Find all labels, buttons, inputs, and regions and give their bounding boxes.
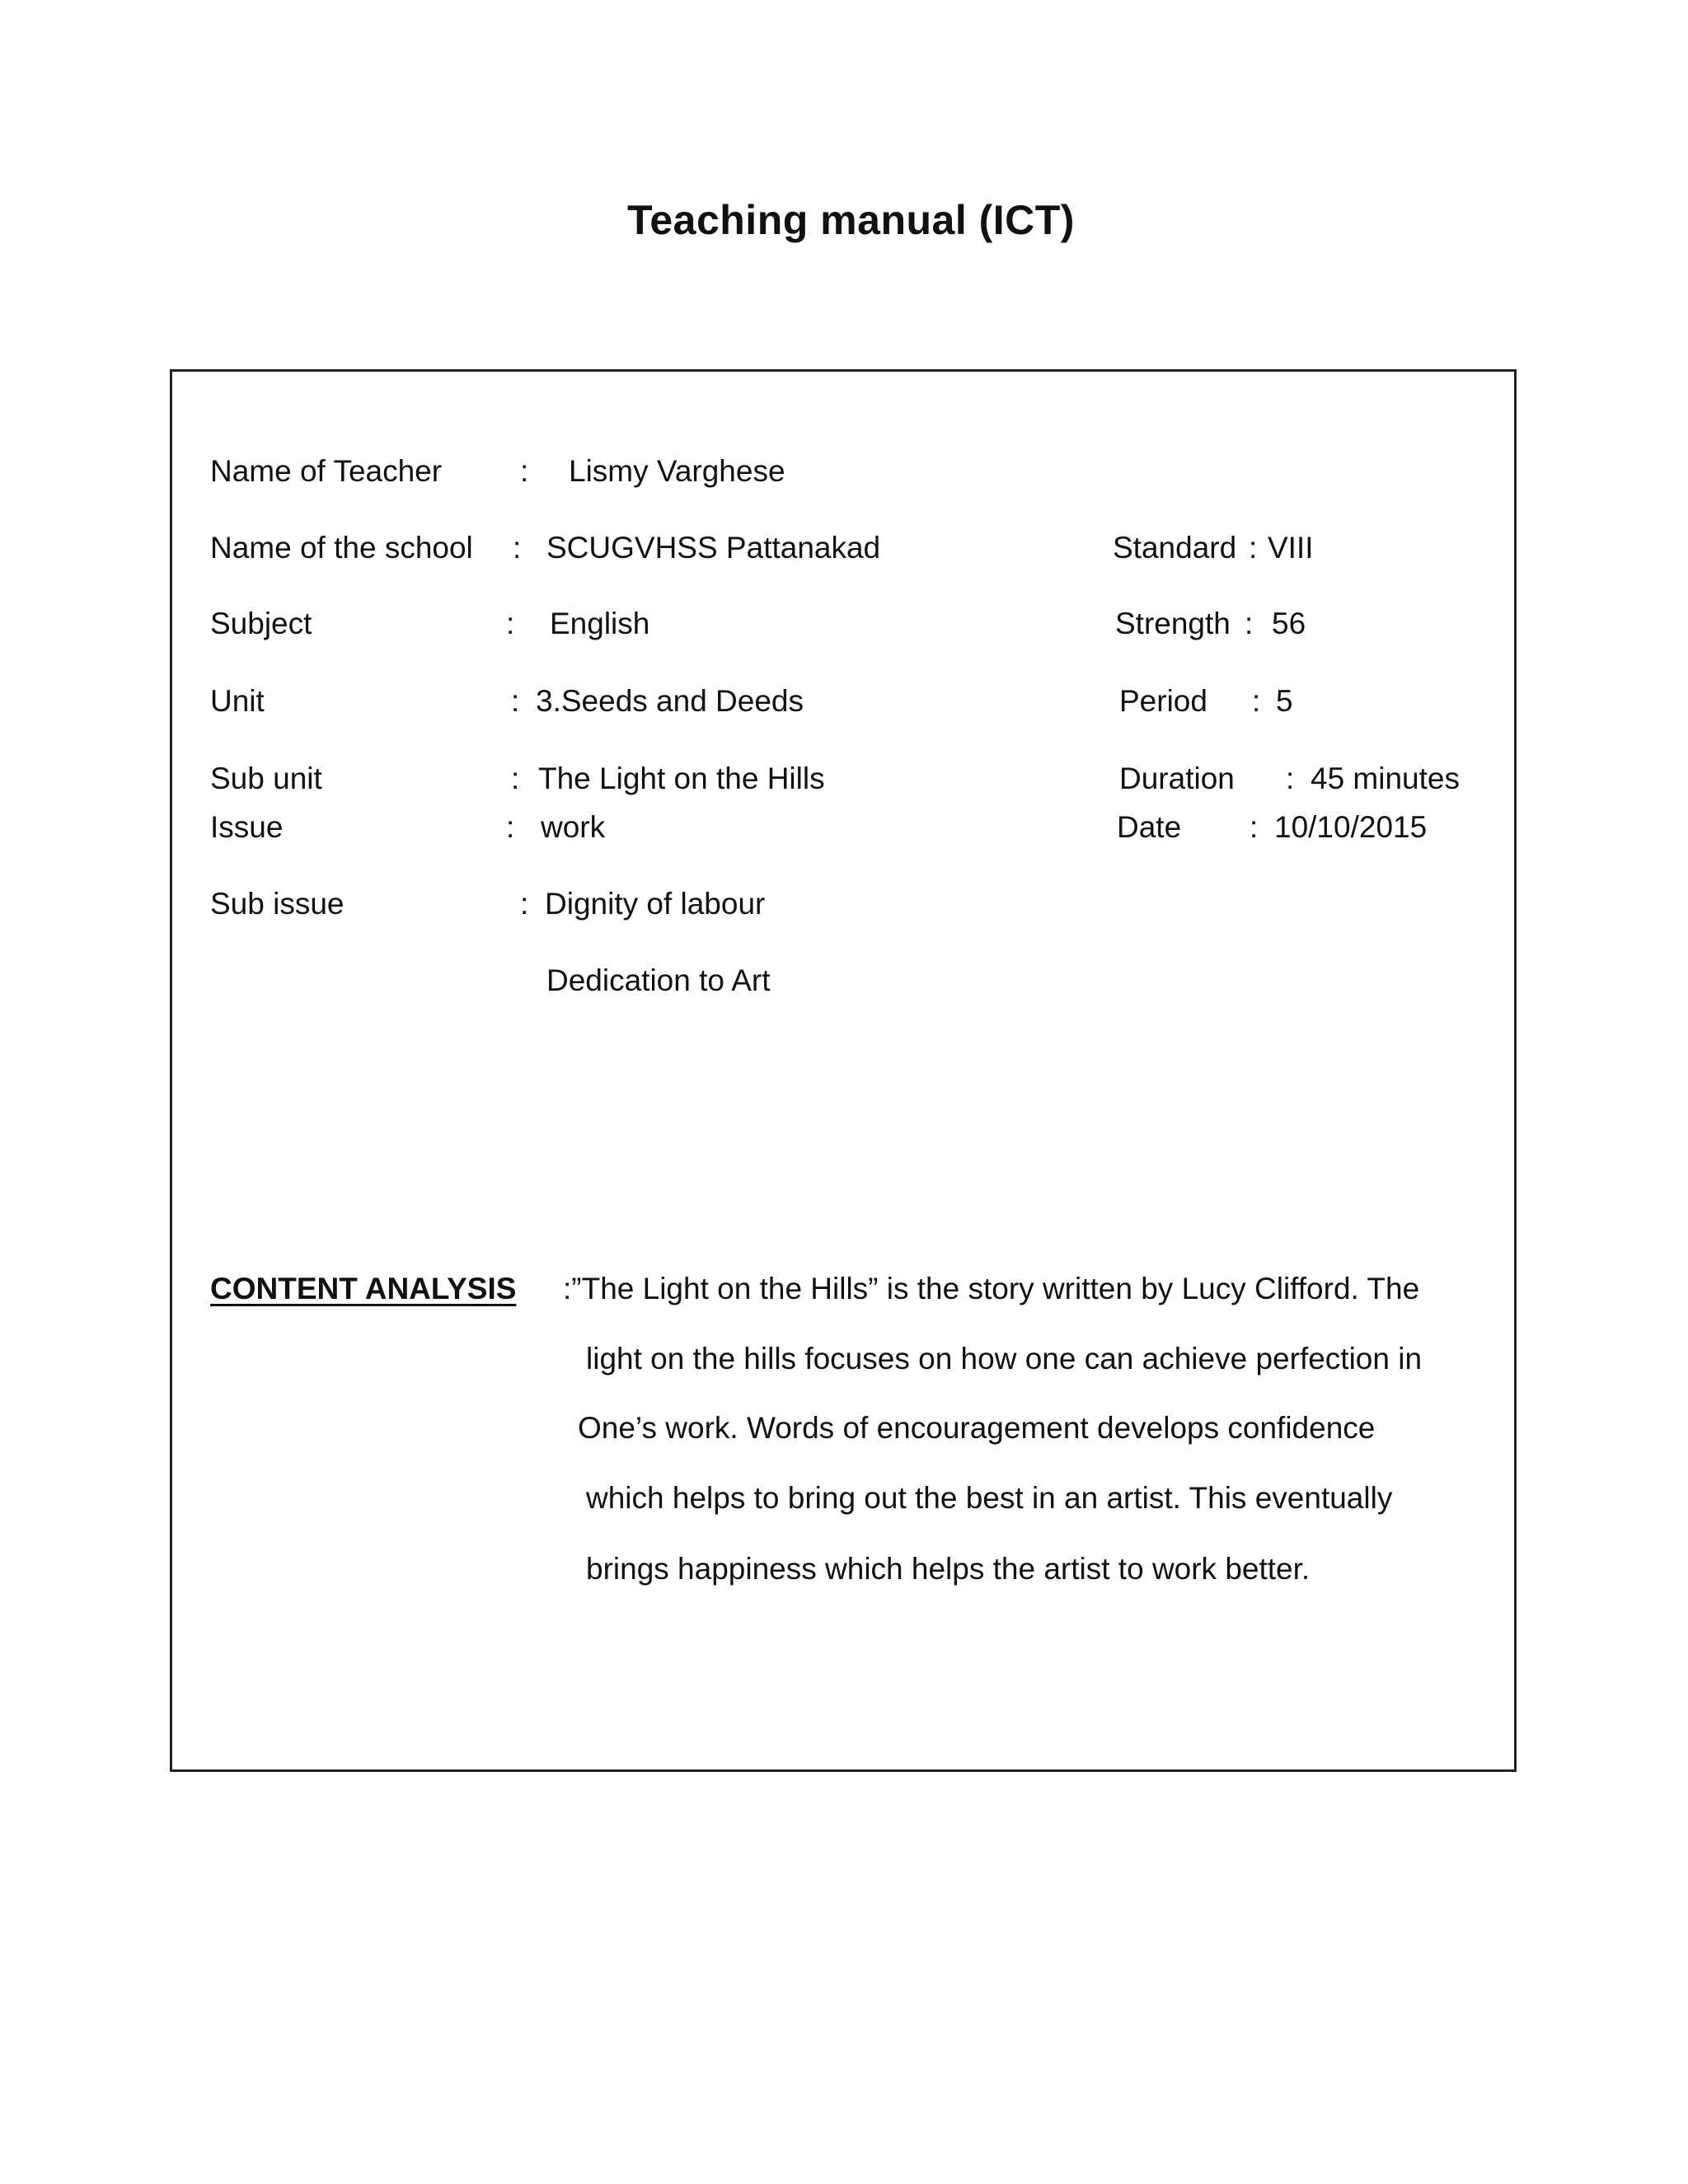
- period-label: Period: [1119, 684, 1207, 718]
- content-analysis-line: brings happiness which helps the artist to work better.: [586, 1552, 1311, 1586]
- strength-label: Strength: [1115, 607, 1231, 640]
- unit-label: Unit: [210, 684, 265, 718]
- date-separator: :: [1250, 810, 1259, 844]
- standard-separator: :: [1249, 531, 1258, 565]
- content-analysis-line: :”The Light on the Hills” is the story written by Lucy Clifford. The: [563, 1272, 1420, 1305]
- subunit-separator: :: [511, 762, 520, 795]
- page-title: Teaching manual (ICT): [627, 197, 1075, 243]
- unit-value: 3.Seeds and Deeds: [536, 684, 804, 718]
- school-label: Name of the school: [210, 531, 473, 565]
- subunit-label: Sub unit: [210, 762, 322, 795]
- teacher-label: Name of Teacher: [210, 454, 443, 488]
- subunit-value: The Light on the Hills: [538, 762, 825, 795]
- subissue-separator: :: [520, 887, 529, 921]
- strength-value: 56: [1272, 607, 1306, 640]
- content-analysis-line: light on the hills focuses on how one can achieve perfection in: [586, 1342, 1423, 1376]
- standard-label: Standard: [1113, 531, 1237, 565]
- subissue-value-1: Dignity of labour: [545, 887, 766, 921]
- issue-separator: :: [506, 810, 515, 844]
- duration-label: Duration: [1119, 762, 1235, 795]
- strength-separator: :: [1245, 607, 1254, 640]
- issue-label: Issue: [210, 810, 284, 844]
- content-analysis-line: which helps to bring out the best in an artist. This eventually: [586, 1481, 1393, 1515]
- period-separator: :: [1252, 684, 1261, 718]
- school-value: SCUGVHSS Pattanakad: [546, 531, 881, 565]
- date-label: Date: [1117, 810, 1182, 844]
- subject-separator: :: [506, 607, 515, 640]
- duration-separator: :: [1286, 762, 1295, 795]
- content-analysis-heading: CONTENT ANALYSIS: [210, 1272, 517, 1305]
- content-analysis-line: One’s work. Words of encouragement develops confidence: [578, 1411, 1376, 1445]
- teacher-separator: :: [520, 454, 529, 488]
- subject-value: English: [550, 607, 650, 640]
- school-separator: :: [513, 531, 522, 565]
- period-value: 5: [1276, 684, 1293, 718]
- unit-separator: :: [511, 684, 520, 718]
- subissue-value-2: Dedication to Art: [546, 963, 771, 997]
- subissue-label: Sub issue: [210, 887, 345, 921]
- duration-value: 45 minutes: [1311, 762, 1460, 795]
- subject-label: Subject: [210, 607, 312, 640]
- teacher-value: Lismy Varghese: [569, 454, 785, 488]
- issue-value: work: [541, 810, 606, 844]
- standard-value: VIII: [1268, 531, 1314, 565]
- date-value: 10/10/2015: [1274, 810, 1428, 844]
